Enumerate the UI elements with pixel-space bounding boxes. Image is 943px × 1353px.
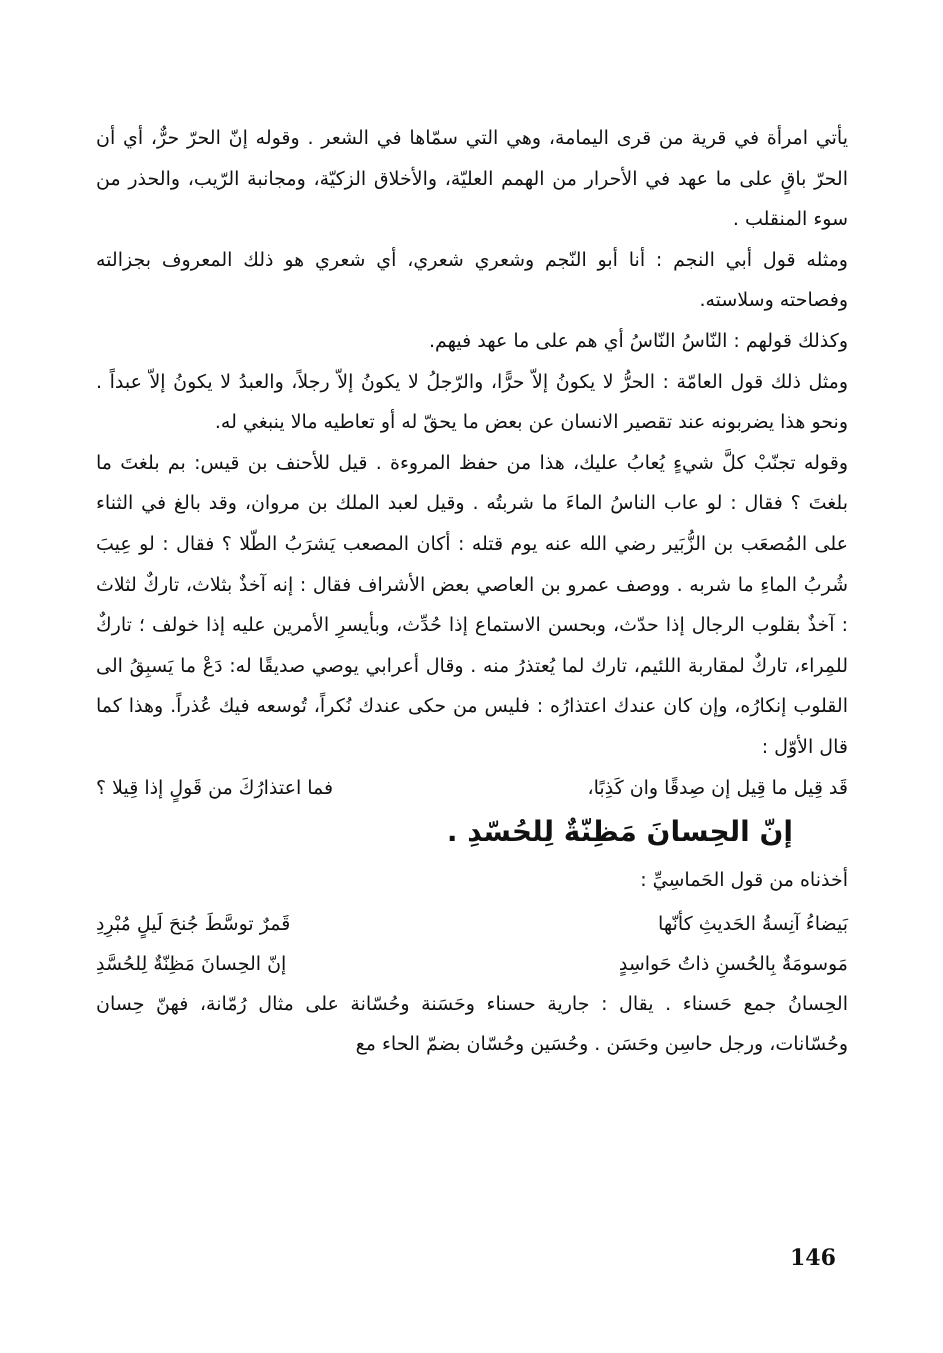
final-paragraph: الحِسانُ جمع حَسناء . يقال : جارية حسناء وحَسَنة وحُسّانة على مثال رُمّانة، فهنّ حِسان وحُسّانات، ورجل حاسِن وحَسَن . وحُسَين وحُسّان بضمّ الحاء مع: [96, 992, 848, 1056]
verse-hemistich-left: فما اعتذارُكَ من قَولٍ إذا قِيلا ؟: [96, 776, 334, 799]
poem-verse-2: [96, 944, 848, 984]
verse-hemistich-left: قَمرٌ توسَّطَ جُنحَ لَيلٍ مُبْرِدِ: [96, 912, 291, 935]
page-number: 146: [790, 1245, 836, 1271]
verse-hemistich-right: بَيضاءُ آنِسةُ الحَديثِ كأنّها: [658, 912, 848, 935]
paragraph-2: ومثله قول أبي النجم : أنا أبو النّجم وشعري شعري، أي شعري هو ذلك المعروف بجزالته وفصاحته وسلاسته.: [96, 248, 848, 312]
paragraph-1: يأتي امرأة في قرية من قرى اليمامة، وهي التي سمّاها في الشعر . وقوله إنّ الحرّ حرٌّ، أي أن الحرّ باقٍ على ما عهد في الأحرار من الهمم العليّة، والأخلاق الزكيّة، ومجانبة الرّيب، والحذر من سوء المنقلب .: [96, 127, 848, 231]
poem-verse-1: [96, 904, 848, 944]
paragraph-4: ومثل ذلك قول العامّة : الحرُّ لا يكونُ إلاّ حرًّا، والرّجلُ لا يكونُ إلاّ رجلاً، والعبدُ لا يكونُ إلاّ عبداً . ونحو هذا يضربونه عند تقصير الانسان عن بعض ما يحقّ له أو تعاطيه مالا ينبغي له.: [96, 370, 848, 434]
paragraph-5: وقوله تجنّبْ كلَّ شيءٍ يُعابُ عليك، هذا من حفظ المروءة . قيل للأحنف بن قيس: بم بلغتَ ما بلغتَ ؟ فقال : لو عاب الناسُ الماءَ ما شربتُه . وقيل لعبد الملك بن مروان، وقد بالغ في الثناء على المُصعَب بن الزُّبَير رضي الله عنه يوم قتله : أكان المصعب يَشرَبُ الطّلا ؟ فقال : لو عِيبَ شُربُ الماءِ ما شربه . ووصف عمرو بن العاصي بعض الأشراف فقال : إنه آخذٌ بثلاث، تاركٌ لثلاث : آخذٌ بقلوب الرجال إذا حدّث، وبحسن الاستماع إذا حُدِّث، وبأيسرِ الأمرين عليه إذا خولف ؛ تاركٌ للمِراء، تاركٌ لمقاربة اللئيم، تارك لما يُعتذرُ منه . وقال أعرابي يوصي صديقًا له: دَعْ ما يَسبِقُ الى القلوب إنكارُه، وإن كان عندك اعتذارُه : فليس من حكى عندك نُكراً، تُوسعه فيك عُذراً. وهذا كما قال الأوّل :: [96, 451, 848, 758]
paragraph-3: وكذلك قولهم : النّاسُ النّاسُ أي هم على ما عهد فيهم.: [428, 329, 848, 352]
poem-intro: أخذناه من قول الحَماسِيِّ :: [640, 868, 848, 891]
page-body: [96, 118, 848, 1065]
verse-hemistich-right: مَوسومَةٌ بِالحُسنِ ذاتُ حَواسِدٍ: [618, 952, 848, 975]
poem: [96, 904, 848, 984]
verse-line-1: [96, 768, 848, 808]
verse-hemistich-right: قَد قِيل ما قِيل إن صِدقًا وان كَذِبًا،: [587, 776, 848, 799]
emphasized-quote: إنّ الحِسانَ مَظِنّةٌ لِلحُسّدِ .: [446, 814, 793, 848]
verse-hemistich-left: إنّ الحِسانَ مَظِنّةٌ لِلحُسَّدِ: [96, 952, 287, 975]
